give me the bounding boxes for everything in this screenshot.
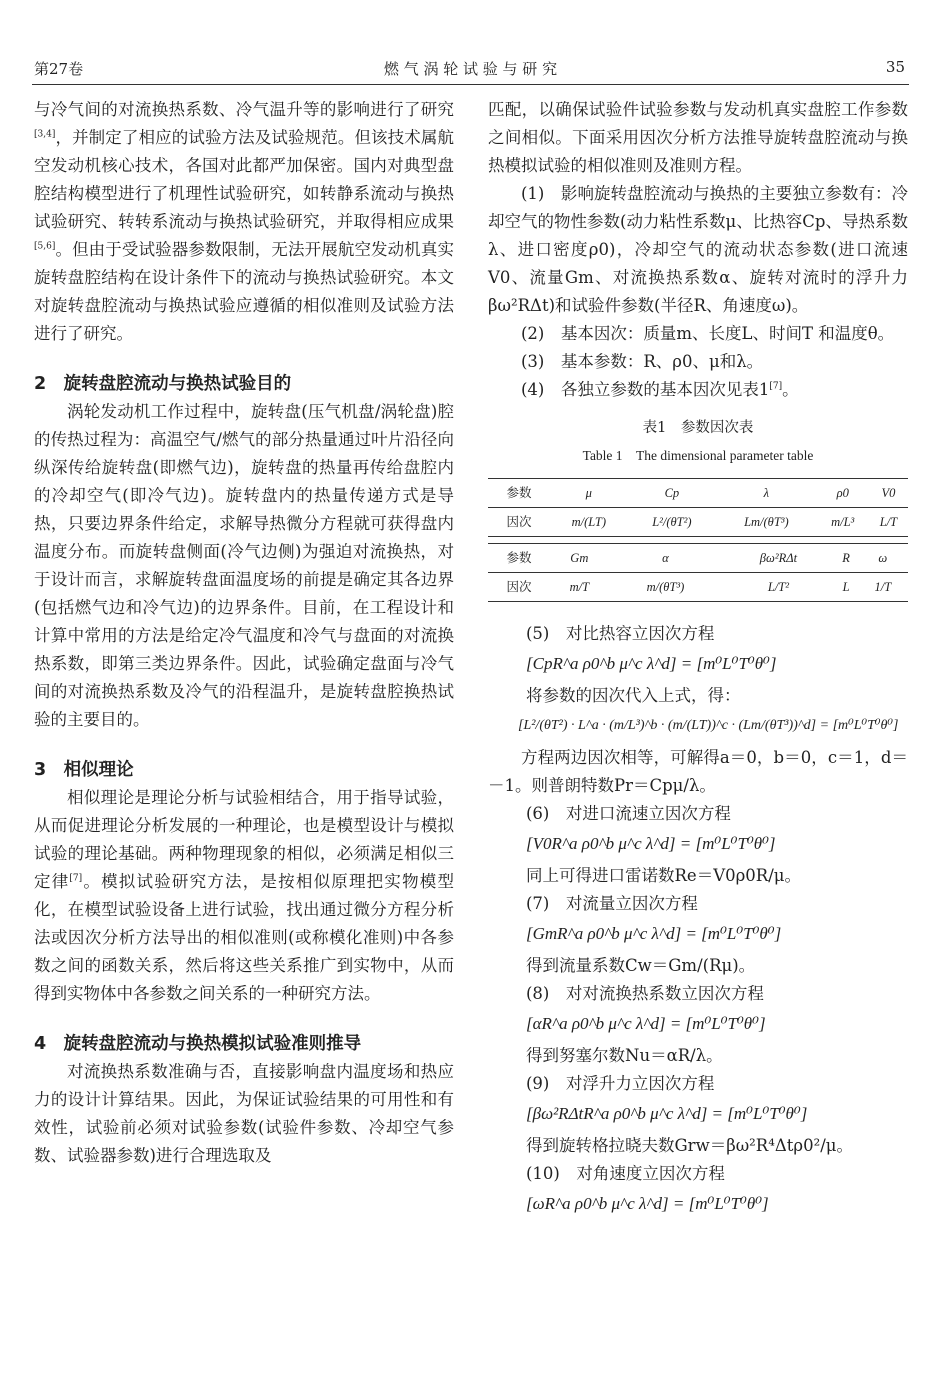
equation: [ωR^a ρ0^b μ^c λ^d] = [m⁰L⁰T⁰θ⁰] [526,1194,769,1213]
list-item: (1) 影响旋转盘腔流动与换热的主要独立参数有：冷却空气的物性参数(动力粘性系数μ、比热容Cp、导热系数λ、进口密度ρ0)，冷却空气的流动状态参数(进口流速V0、流量Gm、对流换热系数α、旋转对流时的浮升力βω²RΔt)和试验件参数(半径R、角速度ω)。 [488,184,908,315]
equation: [V0R^a ρ0^b μ^c λ^d] = [m⁰L⁰T⁰θ⁰] [526,834,776,853]
table-caption-en: Table 1 The dimensional parameter table [582,448,814,463]
paragraph: 将参数的因次代入上式，得： [526,686,741,705]
equation: [L²/(θT²) · L^a · (m/L³)^b · (m/(LT))^c · (Lm/(θT³))^d] = [m⁰L⁰T⁰θ⁰] [518,718,899,733]
section-heading-3: 3 相似理论 [34,760,134,780]
list-item: (8) 对对流换热系数立因次方程 [526,984,764,1003]
paragraph: 方程两边因次相等，可解得a＝0，b＝0，c＝1，d＝－1。则普朗特数Pr＝Cpμ/λ。 [488,748,908,795]
paragraph: 相似理论是理论分析与试验相结合，用于指导试验，从而促进理论分析发展的一种理论，也是模型设计与模拟试验的理论基础。两种物理现象的相似，必须满足相似三定律[7]。模拟试验研究方法，是按相似原理把实物模型化，在模型试验设备上进行试验，找出通过微分方程分析法或因次分析方法导出的相似准则(或称模化准则)中各参数之间的函数关系，然后将这些关系推广到实物中，从而得到实物体中各参数之间关系的一种研究方法。 [34,788,455,1003]
equation: [αR^a ρ0^b μ^c λ^d] = [m⁰L⁰T⁰θ⁰] [526,1014,766,1033]
list-item: (5) 对比热容立因次方程 [526,624,715,643]
paragraph: 对流换热系数准确与否，直接影响盘内温度场和热应力的设计计算结果。因此，为保证试验结果的可用性和有效性，试验前必须对试验参数(试验件参数、冷却空气参数、试验器参数)进行合理选取及 [34,1062,454,1165]
list-item: (2) 基本因次：质量m、长度L、时间T 和温度θ。 [521,324,895,343]
volume-label: 第27卷 [34,60,84,78]
paragraph: 涡轮发动机工作过程中，旋转盘(压气机盘/涡轮盘)腔的传热过程为：高温空气/燃气的部分热量通过叶片沿径向纵深传给旋转盘(即燃气边)，旋转盘的热量再传给盘腔内的冷却空气(即冷气边)。旋转盘内的热量传递方式是导热，只要边界条件给定，求解导热微分方程就可获得盘内温度分布。而旋转盘侧面(冷气边侧)为强迫对流换热，对于设计而言，求解旋转盘面温度场的前提是确定其各边界(包括燃气边和冷气边)的边界条件。目前，在工程设计和计算中常用的方法是给定冷气温度和冷气与盘面的对流换热系数，即第三类边界条件。因此，试验确定盘面与冷气间的对流换热系数及冷气的沿程温升，是旋转盘腔换热试验的主要目的。 [34,402,454,729]
equation: [GmR^a ρ0^b μ^c λ^d] = [m⁰L⁰T⁰θ⁰] [526,924,782,943]
page-number: 35 [885,58,905,76]
header-rule [32,84,909,85]
section-heading-2: 2 旋转盘腔流动与换热试验目的 [34,374,292,394]
section-heading-4: 4 旋转盘腔流动与换热模拟试验准则推导 [34,1034,362,1054]
list-item: (6) 对进口流速立因次方程 [526,804,731,823]
equation: [CpR^a ρ0^b μ^c λ^d] = [m⁰L⁰T⁰θ⁰] [526,654,777,673]
paragraph: 与冷气间的对流换热系数、冷气温升等的影响进行了研究[3,4]，并制定了相应的试验方法及试验规范。但该技术属航空发动机核心技术，各国对此都严加保密。国内对典型盘腔结构模型进行了机理性试验研究，如转静系流动与换热试验研究、转转系流动与换热试验研究，并取得相应成果[5,6]。但由于受试验器参数限制，无法开展航空发动机真实旋转盘腔结构在设计条件下的流动与换热试验研究。本文对旋转盘腔流动与换热试验应遵循的相似准则及试验方法进行了研究。 [34,100,454,343]
list-item: (10) 对角速度立因次方程 [526,1164,725,1183]
left-column [34,96,454,1170]
dimension-table-1 [488,478,908,537]
equation: [βω²RΔtR^a ρ0^b μ^c λ^d] = [m⁰L⁰T⁰θ⁰] [526,1104,808,1123]
table-caption: 表1 参数因次表 [642,420,754,436]
table-row: 因次 m/(LT) L²/(θT²) Lm/(θT³) m/L³ L/T [488,508,908,537]
journal-title: 燃 气 涡 轮 试 验 与 研 究 [383,60,558,78]
paragraph: 得到旋转格拉晓夫数Grw＝βω²R⁴Δtρ0²/μ。 [526,1136,853,1155]
right-column [488,96,908,1222]
dimension-table-2 [488,543,908,602]
table-row: 参数 μ Cp λ ρ0 V0 [488,479,908,508]
paragraph: 同上可得进口雷诺数Re＝V0ρ0R/μ。 [526,866,802,885]
paragraph: 得到努塞尔数Nu＝αR/λ。 [526,1046,723,1065]
list-item: (7) 对流量立因次方程 [526,894,698,913]
paragraph: 得到流量系数Cw＝Gm/(Rμ)。 [526,956,756,975]
table-row: 参数 Gm α βω²RΔt R ω [488,544,908,573]
table-row: 因次 m/T m/(θT³) L/T² L 1/T [488,573,908,602]
list-item: (9) 对浮升力立因次方程 [526,1074,715,1093]
paragraph: 匹配，以确保试验件试验参数与发动机真实盘腔工作参数之间相似。下面采用因次分析方法推导旋转盘腔流动与换热模拟试验的相似准则及准则方程。 [488,100,908,175]
list-item: (4) 各独立参数的基本因次见表1[7]。 [521,380,799,399]
list-item: (3) 基本参数：R、ρ0、μ和λ。 [521,352,764,371]
